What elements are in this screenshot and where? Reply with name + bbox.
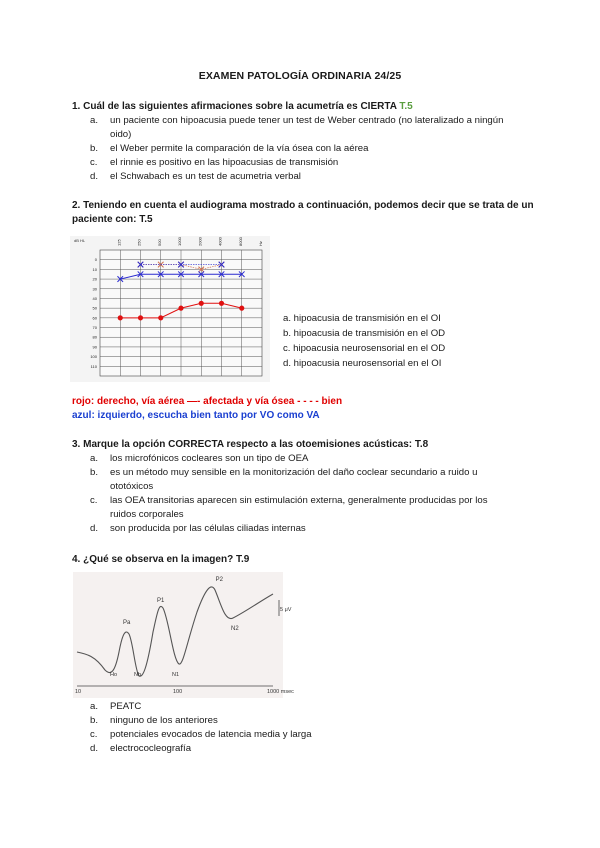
exam-title: EXAMEN PATOLOGÍA ORDINARIA 24/25 [198, 70, 402, 82]
peak-label-n2: N2 [231, 626, 239, 632]
q3-option-c[interactable]: c. las OEA transitorias aparecen sin estimulación externa, generalmente producidas por los ruidos corporales [90, 495, 488, 520]
question-3-text: 3. Marque la opción CORRECTA respecto a las otoemisiones acústicas: T.8 [72, 439, 429, 450]
q4-option-d[interactable]: d. electrococleografía [90, 743, 192, 754]
note-blue: azul: izquierdo, escucha bien tanto por VO como VA [72, 410, 320, 421]
audiogram-db-label: 50 [92, 305, 97, 311]
audiogram-db-label: 60 [92, 315, 97, 321]
q2-option-a[interactable]: a. hipoacusia de transmisión en el OI [283, 313, 441, 324]
q1-option-c[interactable]: c. el rinnie es positivo en las hipoacusias de transmisión [90, 157, 339, 168]
audiogram-db-label: 80 [92, 334, 97, 340]
audiogram-db-label: 0 [94, 257, 97, 263]
note-red: rojo: derecho, vía aérea —- afectada y vía ósea - - - - bien [72, 396, 343, 407]
question-1-text: 1. Cuál de las siguientes afirmaciones sobre la acumetría es CIERTA [72, 101, 397, 112]
q2-option-b[interactable]: b. hipoacusia de transmisión en el OD [283, 328, 446, 339]
audiogram-point [239, 306, 244, 311]
q3-option-a[interactable]: a. los microfónicos cocleares son un tipo de OEA [90, 453, 309, 464]
audiogram-y-title: dB HL [74, 238, 86, 243]
scale-label: 5 μV [280, 607, 292, 613]
audiogram-freq-label: 4000 [217, 237, 223, 246]
audiogram-point [219, 301, 224, 306]
question-2-text: 2. Teniendo en cuenta el audiograma mostrado a continuación, podemos decir que se trata de un paciente con: T.5 [72, 200, 534, 225]
audiogram-svg [70, 236, 270, 382]
audiogram-freq-label: 250 [136, 239, 142, 246]
audiogram-point [138, 315, 143, 320]
x-tick-10: 10 [75, 689, 82, 695]
q1-option-d[interactable]: d. el Schwabach es un test de acumetria verbal [90, 171, 301, 182]
peak-label-ho: Ho [110, 672, 118, 678]
peak-label-n1: N1 [172, 672, 180, 678]
audiogram-db-label: 90 [92, 344, 97, 350]
q4-option-a[interactable]: a. PEATC [90, 701, 142, 712]
x-tick-100: 100 [173, 689, 183, 695]
waveform-line [77, 587, 273, 676]
question-4-text: 4. ¿Qué se observa en la imagen? T.9 [72, 554, 250, 565]
audiogram-freq-label: 125 [116, 239, 122, 246]
audiogram-point [199, 301, 204, 306]
q2-option-c[interactable]: c. hipoacusia neurosensorial en el OD [283, 343, 446, 354]
audiogram-chart [70, 236, 270, 382]
audiogram-point [158, 315, 163, 320]
question-1 [72, 100, 532, 114]
question-3-options [90, 452, 515, 536]
question-2-options [283, 311, 445, 371]
audiogram-db-label: 30 [92, 286, 97, 292]
q3-option-b[interactable]: b. es un método muy sensible en la monitorización del daño coclear secundario a ruido u ototóxicos [90, 467, 478, 492]
audiogram-freq-label: 1000 [177, 237, 182, 246]
audiogram-db-label: 110 [90, 363, 97, 369]
q1-option-b[interactable]: b. el Weber permite la comparación de la vía ósea con la aérea [90, 143, 369, 154]
question-4-options [90, 700, 520, 756]
audiogram-freq-label: 2000 [197, 237, 203, 246]
peak-label-p2: P2 [215, 577, 223, 583]
question-1-tag: T.5 [399, 101, 413, 112]
audiogram-db-label: 40 [92, 295, 97, 301]
x-tick-1000: 1000 msec [267, 689, 294, 695]
question-1-options [90, 114, 520, 184]
audiogram-freq-label: Hz [258, 241, 263, 246]
audiogram-db-label: 10 [92, 266, 97, 272]
peak-label-pa: Pa [123, 620, 131, 626]
q3-option-d[interactable]: d. son producida por las células ciliadas internas [90, 523, 306, 534]
audiogram-grid [100, 250, 262, 376]
audiogram-db-label: 20 [92, 276, 97, 282]
q4-option-b[interactable]: b. ninguno de los anteriores [90, 715, 218, 726]
audiogram-db-label: 100 [90, 354, 97, 360]
evoked-potentials-chart [73, 572, 294, 698]
audiogram-point [118, 315, 123, 320]
audiogram-freq-label: 500 [156, 239, 162, 246]
q2-option-d[interactable]: d. hipoacusia neurosensorial en el OI [283, 358, 442, 369]
peak-label-nb: Nb [134, 672, 142, 678]
peak-label-p1: P1 [157, 598, 165, 604]
evoked-potentials-svg [73, 572, 294, 698]
q4-option-c[interactable]: c. potenciales evocados de latencia media y larga [90, 729, 312, 740]
audiogram-point [178, 306, 183, 311]
audiogram-db-label: 70 [92, 325, 97, 331]
audiogram-freq-label: 8000 [237, 237, 243, 246]
q1-option-a[interactable]: a. un paciente con hipoacusia puede tener un test de Weber centrado (no lateralizado a ningún oido) [90, 115, 504, 140]
